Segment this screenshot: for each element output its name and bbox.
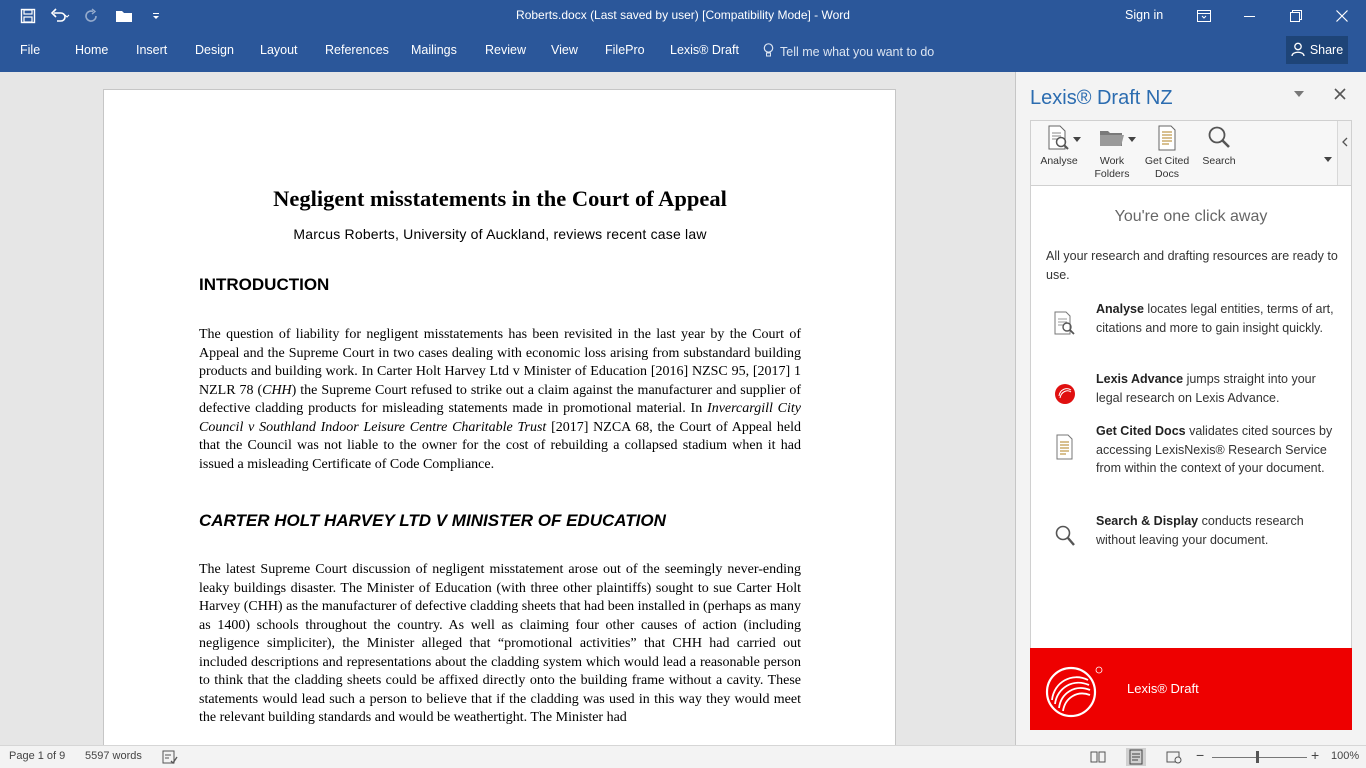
analyse-icon [1053, 310, 1077, 336]
tab-references[interactable]: References [325, 43, 389, 57]
customize-qat-icon[interactable] [142, 4, 170, 28]
restore-icon[interactable] [1273, 0, 1319, 32]
search-icon [1205, 125, 1233, 151]
feature-get-cited-docs-text [1096, 422, 1336, 478]
banner-label: Lexis® Draft [1127, 681, 1199, 696]
person-icon [1291, 42, 1305, 59]
pane-headline: You're one click away [1114, 208, 1268, 225]
pane-title: Lexis® Draft NZ [1030, 87, 1173, 109]
analyse-label: Analyse [1040, 155, 1078, 167]
para1-text-a: The question of liability for negligent misstatements has been revisited in the last year by the Court of Appeal and the Supreme Court in two cases dealing with economic loss arising from substandard building products and building work. In Carter Holt Harvey Ltd v Minister of Education [2016] NZSC 95, [2017] 1 NZLR 78 ( [199, 327, 801, 398]
tell-me-search[interactable] [763, 43, 934, 61]
ribbon-tab-bar [0, 32, 1366, 72]
tab-lexis-draft[interactable]: Lexis® Draft [670, 43, 739, 57]
section-heading-chh: CARTER HOLT HARVEY LTD V MINISTER OF EDUCATION [199, 511, 666, 530]
status-bar [0, 745, 1366, 768]
tab-layout[interactable]: Layout [260, 43, 298, 57]
feature-lexis-advance-text [1096, 370, 1336, 407]
zoom-out-icon[interactable]: − [1196, 747, 1205, 763]
paragraph-introduction [199, 326, 801, 474]
tab-insert[interactable]: Insert [136, 43, 168, 57]
pane-close-icon[interactable] [1334, 84, 1346, 105]
analyse-icon [1045, 125, 1073, 151]
title-bar [0, 0, 1366, 32]
lexis-draft-banner[interactable] [1030, 648, 1352, 730]
feature-search-display-desc: conducts research without leaving your document. [1096, 514, 1304, 547]
word-count[interactable]: 5597 words [85, 750, 142, 762]
cited-docs-icon [1153, 125, 1181, 151]
document-page[interactable] [103, 89, 896, 745]
undo-icon[interactable] [46, 4, 74, 28]
pane-body [1030, 186, 1352, 648]
tab-review[interactable]: Review [485, 43, 526, 57]
zoom-in-icon[interactable]: + [1311, 747, 1320, 763]
paragraph-chh: The latest Supreme Court discussion of negligent misstatement arose out of the seemingly never-ending leaky buildings disaster. The Minister of Education (with three other plaintiffs) sought to sue Carter Holt Harvey (CHH) as the manufacturer of defective cladding sheets that had been installed in (perhaps as many as 1400) schools throughout the country. As well as claiming four other causes of action (including negligence simpliciter), the Minister alleged that “promotional activities” that CHH had carried out included descriptions and representations about the cladding system which would lead a reasonable person to think that the cladding sheets could be affixed directly onto the building frame without a cavity. These statements would lead such a person to believe that if the cladding was used in this way they would meet the relevant building standards and would be weathertight. The Minister had [199, 562, 801, 725]
tab-home[interactable]: Home [75, 43, 109, 57]
zoom-slider[interactable] [1212, 757, 1307, 758]
quick-access-toolbar [14, 4, 170, 28]
para1-chh: CHH [262, 382, 292, 398]
lexisnexis-logo-icon [1042, 662, 1104, 718]
toolbar-overflow-icon[interactable] [1324, 149, 1332, 167]
document-canvas[interactable] [0, 72, 1014, 745]
minimize-icon[interactable] [1227, 0, 1273, 32]
search-icon [1053, 524, 1077, 550]
analyse-dropdown-icon[interactable] [1073, 135, 1081, 144]
work-folders-button[interactable] [1084, 121, 1140, 185]
feature-search-display-title: Search & Display [1096, 514, 1199, 528]
lexis-toolbar [1030, 120, 1352, 186]
zoom-level[interactable]: 100% [1331, 750, 1360, 762]
share-button[interactable] [1286, 36, 1348, 64]
feature-analyse-title: Analyse [1096, 302, 1144, 316]
redo-icon[interactable] [78, 4, 106, 28]
work-folders-dropdown-icon[interactable] [1128, 135, 1136, 144]
save-icon[interactable] [14, 4, 42, 28]
analyse-button[interactable] [1031, 121, 1087, 185]
page-count[interactable]: Page 1 of 9 [9, 750, 66, 762]
get-cited-docs-button[interactable] [1139, 121, 1195, 185]
open-folder-icon[interactable] [110, 4, 138, 28]
pane-options-icon[interactable] [1294, 88, 1304, 100]
read-mode-icon[interactable] [1090, 750, 1106, 764]
get-cited-docs-label: Get Cited Docs [1144, 155, 1190, 180]
tab-file[interactable]: File [20, 43, 41, 57]
lexis-draft-pane [1015, 72, 1366, 745]
ribbon-display-options-icon[interactable] [1181, 0, 1227, 32]
feature-lexis-advance-desc: jumps straight into your legal research on Lexis Advance. [1096, 372, 1316, 405]
document-heading: Negligent misstatements in the Court of Appeal [273, 186, 727, 211]
toolbar-scroll-control[interactable] [1337, 121, 1351, 185]
search-label: Search [1202, 155, 1236, 167]
web-layout-icon[interactable] [1166, 750, 1182, 764]
cited-docs-icon [1053, 434, 1077, 460]
section-heading-introduction: INTRODUCTION [199, 275, 330, 294]
zoom-slider-thumb[interactable] [1256, 751, 1259, 763]
folder-icon [1098, 125, 1126, 151]
lexis-advance-icon [1053, 382, 1077, 408]
close-icon[interactable] [1319, 0, 1365, 32]
feature-get-cited-docs-title: Get Cited Docs [1096, 424, 1186, 438]
tab-design[interactable]: Design [195, 43, 234, 57]
feature-analyse-text [1096, 300, 1336, 337]
tab-mailings[interactable]: Mailings [411, 43, 457, 57]
tell-me-label: Tell me what you want to do [780, 45, 935, 59]
para1-text-c: [2017] NZCA 68, the Court of Appeal held that the Council was not liable to the owner for the cost of rebuilding a collapsed stadium when it had issued a misleading Certificate of Code Compliance. [199, 419, 801, 472]
document-subtitle: Marcus Roberts, University of Auckland, reviews recent case law [293, 226, 707, 242]
tab-view[interactable]: View [551, 43, 578, 57]
para1-case-name: Invercargill City Council v Southland Indoor Leisure Centre Charitable Trust [199, 401, 801, 435]
work-folders-label: Work Folders [1094, 155, 1130, 180]
lightbulb-icon [763, 43, 774, 61]
feature-lexis-advance-title: Lexis Advance [1096, 372, 1184, 386]
feature-search-display-text [1096, 512, 1336, 549]
window-title: Roberts.docx (Last saved by user) [Compatibility Mode] - Word [516, 8, 850, 22]
print-layout-icon[interactable] [1126, 748, 1146, 766]
share-label: Share [1309, 43, 1344, 57]
tab-filepro[interactable]: FilePro [605, 43, 645, 57]
para1-text-b: ) the Supreme Court refused to strike out a claim against the manufacturer and supplier of defective cladding products for misleading statements made in promotional material. In [199, 382, 801, 416]
sign-in-link[interactable]: Sign in [1125, 8, 1164, 22]
pane-intro: All your research and drafting resources are ready to use. [1046, 249, 1338, 282]
proofing-icon[interactable] [162, 750, 178, 764]
feature-get-cited-docs-desc: validates cited sources by accessing LexisNexis® Research Service from within the context of your document. [1096, 424, 1333, 475]
search-button[interactable] [1191, 121, 1247, 185]
feature-analyse-desc: locates legal entities, terms of art, citations and more to gain insight quickly. [1096, 302, 1334, 335]
